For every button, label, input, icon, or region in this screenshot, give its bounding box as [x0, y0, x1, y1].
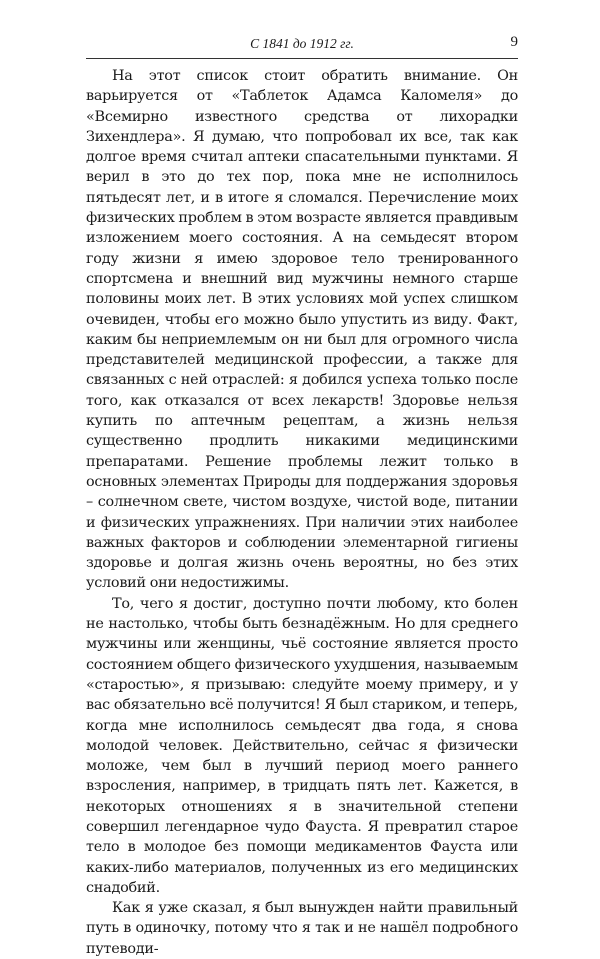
body-text	[86, 66, 518, 959]
running-title: С 1841 до 1912 гг.	[250, 36, 354, 51]
running-header	[86, 34, 518, 59]
paragraph: Как я уже сказал, я был вынужден найти правильный путь в одиночку, потому что я так и не нашёл подробного путеводи-	[86, 900, 518, 957]
paragraph: На этот список стоит обратить внимание. Он варьируется от «Таблеток Адамса Каломеля» до «Всемирно известного средства от лихорадки Зихендлера». Я думаю, что попробовал их все, так как долгое время считал аптеки спасательными пунктами. Я верил в это до тех пор, пока мне не исполнилось пятьдесят лет, и в итоге я сломался. Перечисление моих физических проблем в этом возрасте является правдивым изложением моего состояния. А на семьдесят втором году жизни я имею здоровое тело тренированного спортсмена и внешний вид мужчины немного старше половины моих лет. В этих условиях мой успех слишком очевиден, чтобы его можно было упустить из виду. Факт, каким бы неприемлемым он ни был для огромного числа представителей медицинской профессии, а также для связанных с ней отраслей: я добился успеха только после того, как отказался от всех лекарств! Здоровье нельзя купить по аптечным рецептам, а жизнь нельзя существенно продлить никакими медицинскими препаратами. Решение проблемы лежит только в основных элементах Природы для поддержания здоровья – солнечном свете, чистом воздухе, чистой воде, питании и физических упражнениях. При наличии этих наиболее важных факторов и соблюдении элементарной гигиены здоровье и долгая жизнь очень вероятны, но без этих условий они недостижимы.	[86, 68, 518, 592]
paragraph: То, чего я достиг, доступно почти любому, кто болен не настолько, чтобы быть безнадёжным. Но для среднего мужчины или женщины, чьё состояние является просто состоянием общего физического ухудшения, называемым «старостью», я призываю: следуйте моему примеру, и у вас обязательно всё получится! Я был стариком, и теперь, когда мне исполнилось семьдесят два года, я снова молодой человек. Действительно, сейчас я физически моложе, чем был в лучший период моего раннего взросления, например, в тридцать пять лет. Кажется, в некоторых отношениях я в значительной степени совершил легендарное чудо Фауста. Я превратил старое тело в молодое без помощи медикаментов Фауста или каких-либо материалов, полученных из его медицинских снадобий.	[86, 595, 518, 896]
page-number: 9	[510, 34, 518, 50]
